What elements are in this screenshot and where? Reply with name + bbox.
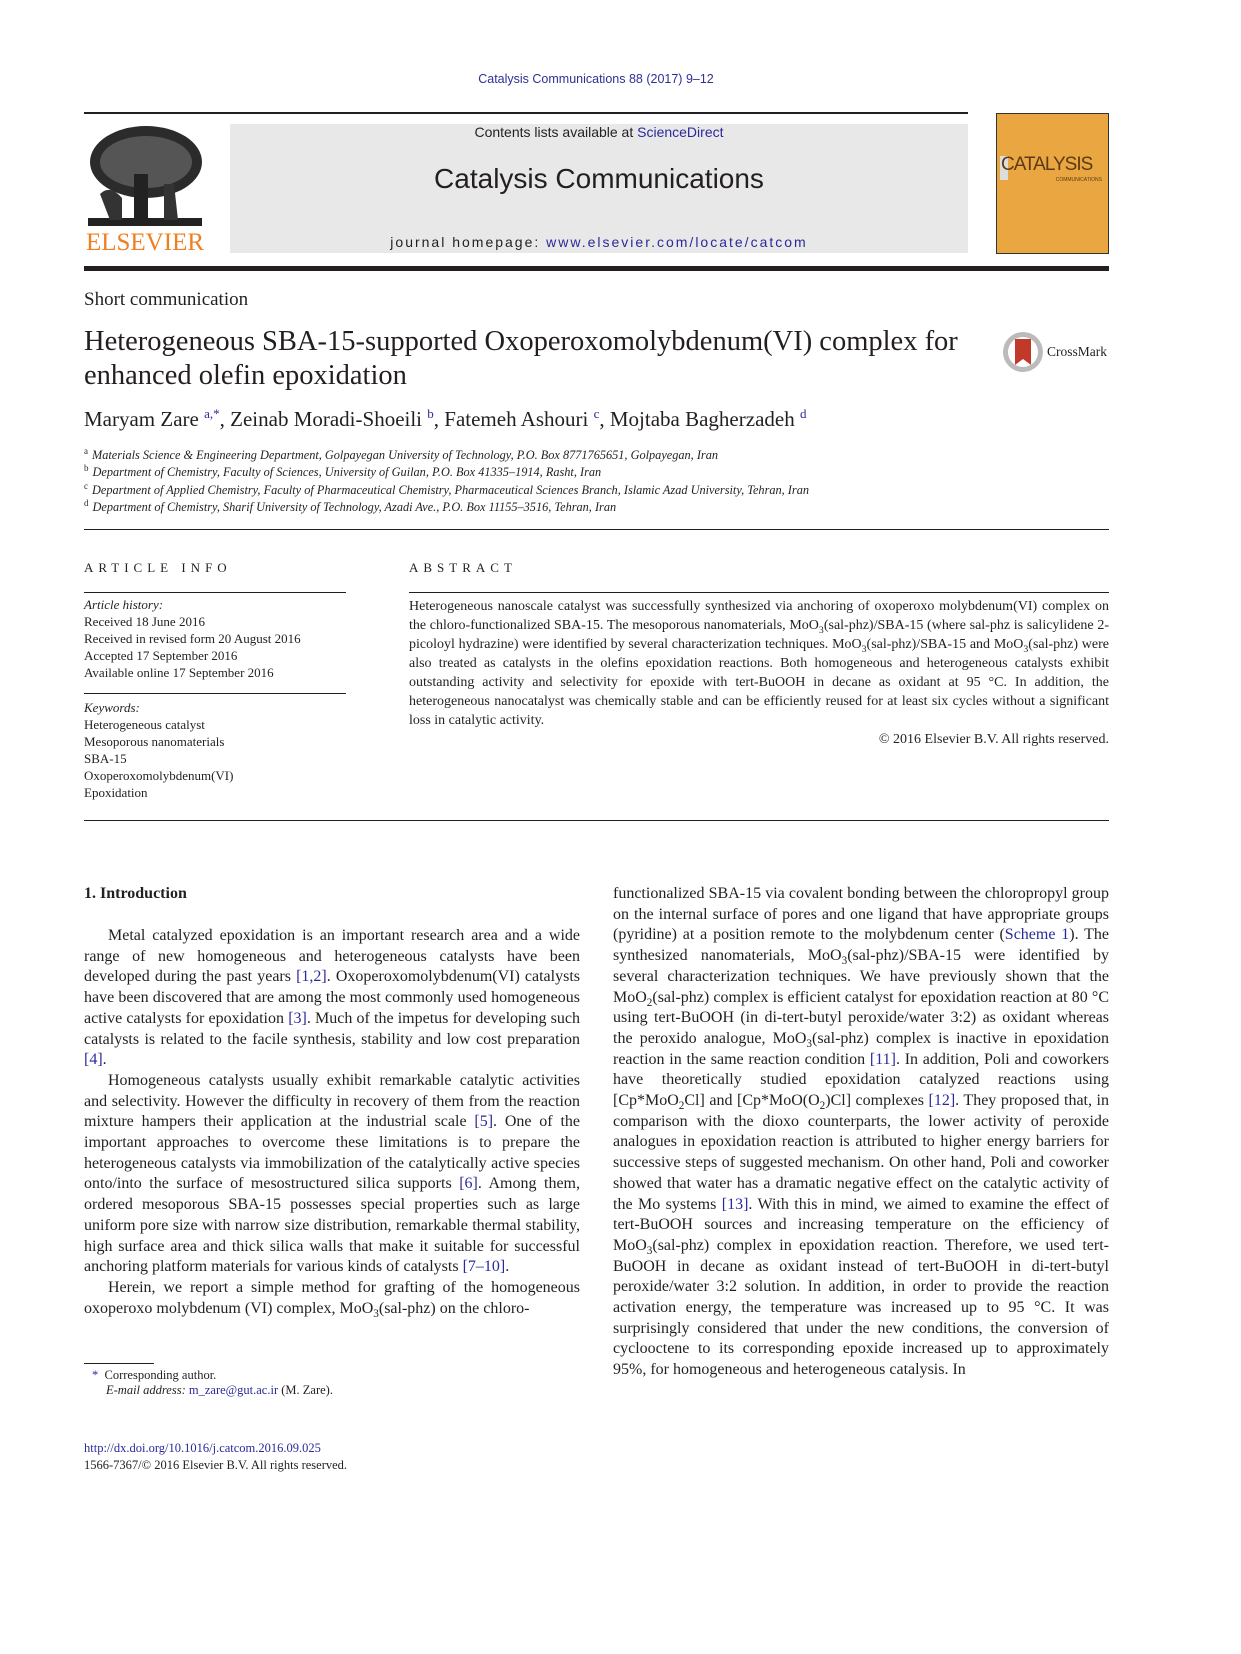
author-name[interactable]: Zeinab Moradi-Shoeili: [230, 407, 428, 431]
article-type: Short communication: [84, 289, 249, 310]
author-name[interactable]: Mojtaba Bagherzadeh: [609, 407, 800, 431]
email-label: E-mail address:: [106, 1383, 189, 1397]
history-item: Received 18 June 2016: [84, 614, 205, 629]
affiliation-key: a: [84, 446, 88, 456]
subscript: 2: [678, 1100, 685, 1113]
contents-line: [230, 124, 968, 140]
doi-block: [84, 1440, 347, 1474]
issn-line: 1566-7367/© 2016 Elsevier B.V. All rights reserved.: [84, 1458, 348, 1472]
author-affiliation-mark[interactable]: d: [799, 406, 807, 421]
citation-link[interactable]: [13]: [721, 1195, 749, 1213]
journal-cover[interactable]: [996, 113, 1109, 254]
subscript: 3: [1023, 643, 1029, 655]
email-link[interactable]: m_zare@gut.ac.ir: [188, 1383, 279, 1397]
subscript: 2: [646, 996, 653, 1009]
homepage-link[interactable]: www.elsevier.com/locate/catcom: [546, 234, 808, 250]
divider: [84, 592, 346, 593]
abstract-heading: ABSTRACT: [409, 560, 517, 575]
masthead-thick-rule: [84, 266, 1109, 271]
left-column: [84, 926, 580, 1319]
affiliation-key: b: [84, 463, 89, 474]
subscript: 3: [861, 643, 867, 655]
history-item: Accepted 17 September 2016: [84, 648, 238, 663]
subscript: 3: [841, 955, 848, 968]
crossmark-label: CrossMark: [1047, 344, 1107, 359]
divider: [409, 592, 1109, 593]
email-suffix: (M. Zare).: [278, 1383, 333, 1397]
abstract-copyright: © 2016 Elsevier B.V. All rights reserved.: [878, 732, 1109, 747]
abstract-text: Heterogeneous nanoscale catalyst was successfully synthesized via anchoring of oxoperoxo molybdenum(VI) complex on the chloro-functionalized SBA-15. The mesoporous nanomaterials, MoO$_3$(sal-phz)/SBA-15 (where sal-phz is salicylidene 2-picoloyl hydrazine) were identified by several characterization techniques. MoO$_3$(sal-phz)/SBA-15 and MoO$_3$(sal-phz) were also treated as catalysts in the olefins epoxidation reactions. Both homogeneous and heterogeneous catalysts exhibit outstanding activity and selectivity for epoxide with tert-BuOOH in decane as oxidant at 95 °C. In addition, the heterogeneous nanocatalyst was chemically stable and can be efficiently reused for at least six cycles without a significant loss in catalytic activity.: [409, 599, 1110, 728]
citation-link[interactable]: Scheme 1: [1004, 926, 1070, 944]
subscript: 3: [818, 624, 824, 636]
citation-link[interactable]: [12]: [928, 1092, 956, 1110]
citation-link[interactable]: [3]: [288, 1009, 307, 1027]
section-heading-introduction: 1. Introduction: [84, 885, 187, 902]
affiliation-text: Materials Science & Engineering Department, Golpayegan University of Technology, P.O. Box 8771765651, Golpayegan, Iran: [92, 448, 719, 463]
footnote-label: Corresponding author.: [104, 1368, 217, 1382]
affiliation-text: Department of Applied Chemistry, Faculty of Pharmaceutical Chemistry, Pharmaceutical Sciences Branch, Islamic Azad University, Tehran, Iran: [92, 482, 809, 497]
footnote: [92, 1368, 333, 1398]
article-title: Heterogeneous SBA-15-supported Oxoperoxomolybdenum(VI) complex for enhanced olefin epoxidation: [84, 326, 958, 391]
keyword: Heterogeneous catalyst: [84, 717, 205, 732]
keyword: Epoxidation: [84, 785, 148, 800]
citation-link[interactable]: [7–10]: [462, 1258, 506, 1276]
subscript: 3: [646, 1245, 653, 1258]
keyword: SBA-15: [84, 751, 127, 766]
crossmark-icon: [1002, 331, 1044, 373]
affiliation: [84, 498, 616, 515]
abstract: [409, 597, 1109, 749]
keyword: Mesoporous nanomaterials: [84, 734, 225, 749]
history-label: Article history:: [84, 597, 164, 612]
contents-prefix: Contents lists available at: [474, 124, 638, 140]
history-item: Received in revised form 20 August 2016: [84, 631, 301, 646]
author-affiliation-mark[interactable]: b: [427, 406, 434, 421]
subscript: 3: [806, 1038, 812, 1051]
crossmark-button[interactable]: [1002, 331, 1107, 373]
author-affiliation-mark[interactable]: a,*: [204, 406, 220, 421]
paragraph: functionalized SBA-15 via covalent bonding between the chloropropyl group on the internal surface of pores and one ligand that have appropriate groups (pyridine) at a position remote to the molybdenum center (Scheme 1). The synthesized nanomaterials, MoO$_3$(sal-phz)/SBA-15 were identified by several characterization techniques. We have previously shown that the MoO$_2$(sal-phz) complex is efficient catalyst for epoxidation reaction at 80 °C using tert-BuOOH (in di-tert-butyl peroxide/water 3:2) as oxidant whereas the peroxido analogue, MoO$_3$(sal-phz) complex is inactive in epoxidation reaction in the same reaction condition [11]. In addition, Poli and coworkers have theoretically studied epoxidation catalyzed reactions using [Cp*MoO$_2$Cl] and $[Cp*MoO(O_2)Cl]$ complexes [12]. They proposed that, in comparison with the dioxo counterparts, the lower activity of peroxide analogues in epoxidation reaction is attributed to higher energy barriers for successive steps of suggested mechanism. On other hand, Poli and coworker showed that water has a dramatic negative effect on the catalytic activity of the Mo systems [13]. With this in mind, we aimed to examine the effect of tert-BuOOH sources and increasing temperature on the efficiency of MoO$_3$(sal-phz) complex in epoxidation reaction. Therefore, we used tert-BuOOH in decane as oxidant instead of tert-BuOOH in di-tert-butyl peroxide/water 3:2 solution. In addition, in order to provide the reaction activation energy, the temperature was increased up to 95 °C. It was surprisingly considered that under the new conditions, the conversion of cyclooctene to its corresponding epoxide increased up to approximately 95%, for homogeneous and heterogeneous catalysis. In: [613, 885, 1110, 1379]
citation-link[interactable]: [1,2]: [296, 968, 327, 986]
affiliation-text: Department of Chemistry, Sharif University of Technology, Azadi Ave., P.O. Box 11155–3516, Tehran, Iran: [92, 499, 617, 514]
paragraph: Metal catalyzed epoxidation is an important research area and a wide range of new homogeneous and heterogeneous catalysts have been developed during the past years [1,2]. Oxoperoxomolybdenum(VI) catalysts have been discovered that are among the most commonly used homogeneous active catalysts for epoxidation [3]. Much of the impetus for developing such catalysts is related to the facile synthesis, stability and low cost preparation [4].: [84, 927, 581, 1069]
footnote-rule: [84, 1363, 154, 1364]
divider: [84, 820, 1109, 821]
subscript: 2: [819, 1100, 826, 1113]
subscript: 3: [373, 1307, 379, 1320]
header-rule: [84, 112, 968, 114]
article-info-heading: ARTICLE INFO: [84, 560, 232, 575]
affiliation: [84, 446, 718, 463]
cover-subtitle: COMMUNICATIONS: [1055, 177, 1102, 183]
article-history: [84, 596, 301, 681]
homepage-prefix: journal homepage:: [390, 234, 547, 250]
elsevier-tree-logo: [86, 124, 204, 228]
doi-link[interactable]: http://dx.doi.org/10.1016/j.catcom.2016.09.025: [84, 1441, 321, 1455]
journal-title: Catalysis Communications: [434, 163, 764, 194]
footnote-mark: *: [92, 1368, 99, 1382]
citation-link[interactable]: [4]: [84, 1051, 103, 1069]
affiliation-key: c: [84, 480, 88, 491]
publisher-name: ELSEVIER: [85, 229, 205, 256]
history-item: Available online 17 September 2016: [84, 665, 274, 680]
journal-reference[interactable]: Catalysis Communications 88 (2017) 9–12: [478, 72, 714, 86]
affiliation-text: Department of Chemistry, Faculty of Sciences, University of Guilan, P.O. Box 41335–1914, Rasht, Iran: [92, 465, 602, 480]
affiliation: [84, 463, 601, 480]
author-list: Maryam Zare $^{a,*}$, Zeinab Moradi-Shoeili $^b$, Fatemeh Ashouri $^c$, Mojtaba Bagherzadeh $^d$: [84, 406, 807, 431]
divider: [84, 693, 346, 694]
citation-link[interactable]: [6]: [459, 1175, 478, 1193]
author-affiliation-mark[interactable]: c: [593, 406, 600, 421]
homepage-line: [230, 234, 968, 250]
citation-link[interactable]: [11]: [869, 1050, 896, 1068]
paragraph: Homogeneous catalysts usually exhibit remarkable catalytic activities and selectivity. However the difficulty in recovery of them from the reaction mixture hampers their application at the industrial scale [5]. One of the important approaches to overcome these limitations is to prepare the heterogeneous catalysts via immobilization of the catalytically active species onto/into the surface of mesostructured silica supports [6]. Among them, ordered mesoporous SBA-15 possesses special properties such as large uniform pore size with narrow size distribution, remarkable thermal stability, high surface area and thick silica walls that make it suitable for successful anchoring platform materials for various kinds of catalysts [7–10].: [84, 1071, 580, 1276]
citation-link[interactable]: [5]: [474, 1113, 494, 1131]
keyword: Oxoperoxomolybdenum(VI): [84, 768, 234, 783]
divider: [84, 529, 1109, 530]
sciencedirect-link[interactable]: ScienceDirect: [637, 124, 724, 140]
keywords-label: Keywords:: [84, 700, 140, 715]
keywords: [84, 699, 233, 801]
author-name[interactable]: Fatemeh Ashouri: [444, 407, 594, 431]
paragraph: Herein, we report a simple method for grafting of the homogeneous oxoperoxo molybdenum (VI) complex, MoO$_3$(sal-phz) on the chloro-: [84, 1278, 580, 1320]
cover-title: CATALYSIS: [1001, 154, 1093, 175]
right-column: [613, 884, 1109, 1381]
author-name[interactable]: Maryam Zare: [84, 407, 205, 431]
affiliation: [84, 481, 809, 498]
affiliation-key: d: [84, 497, 89, 508]
